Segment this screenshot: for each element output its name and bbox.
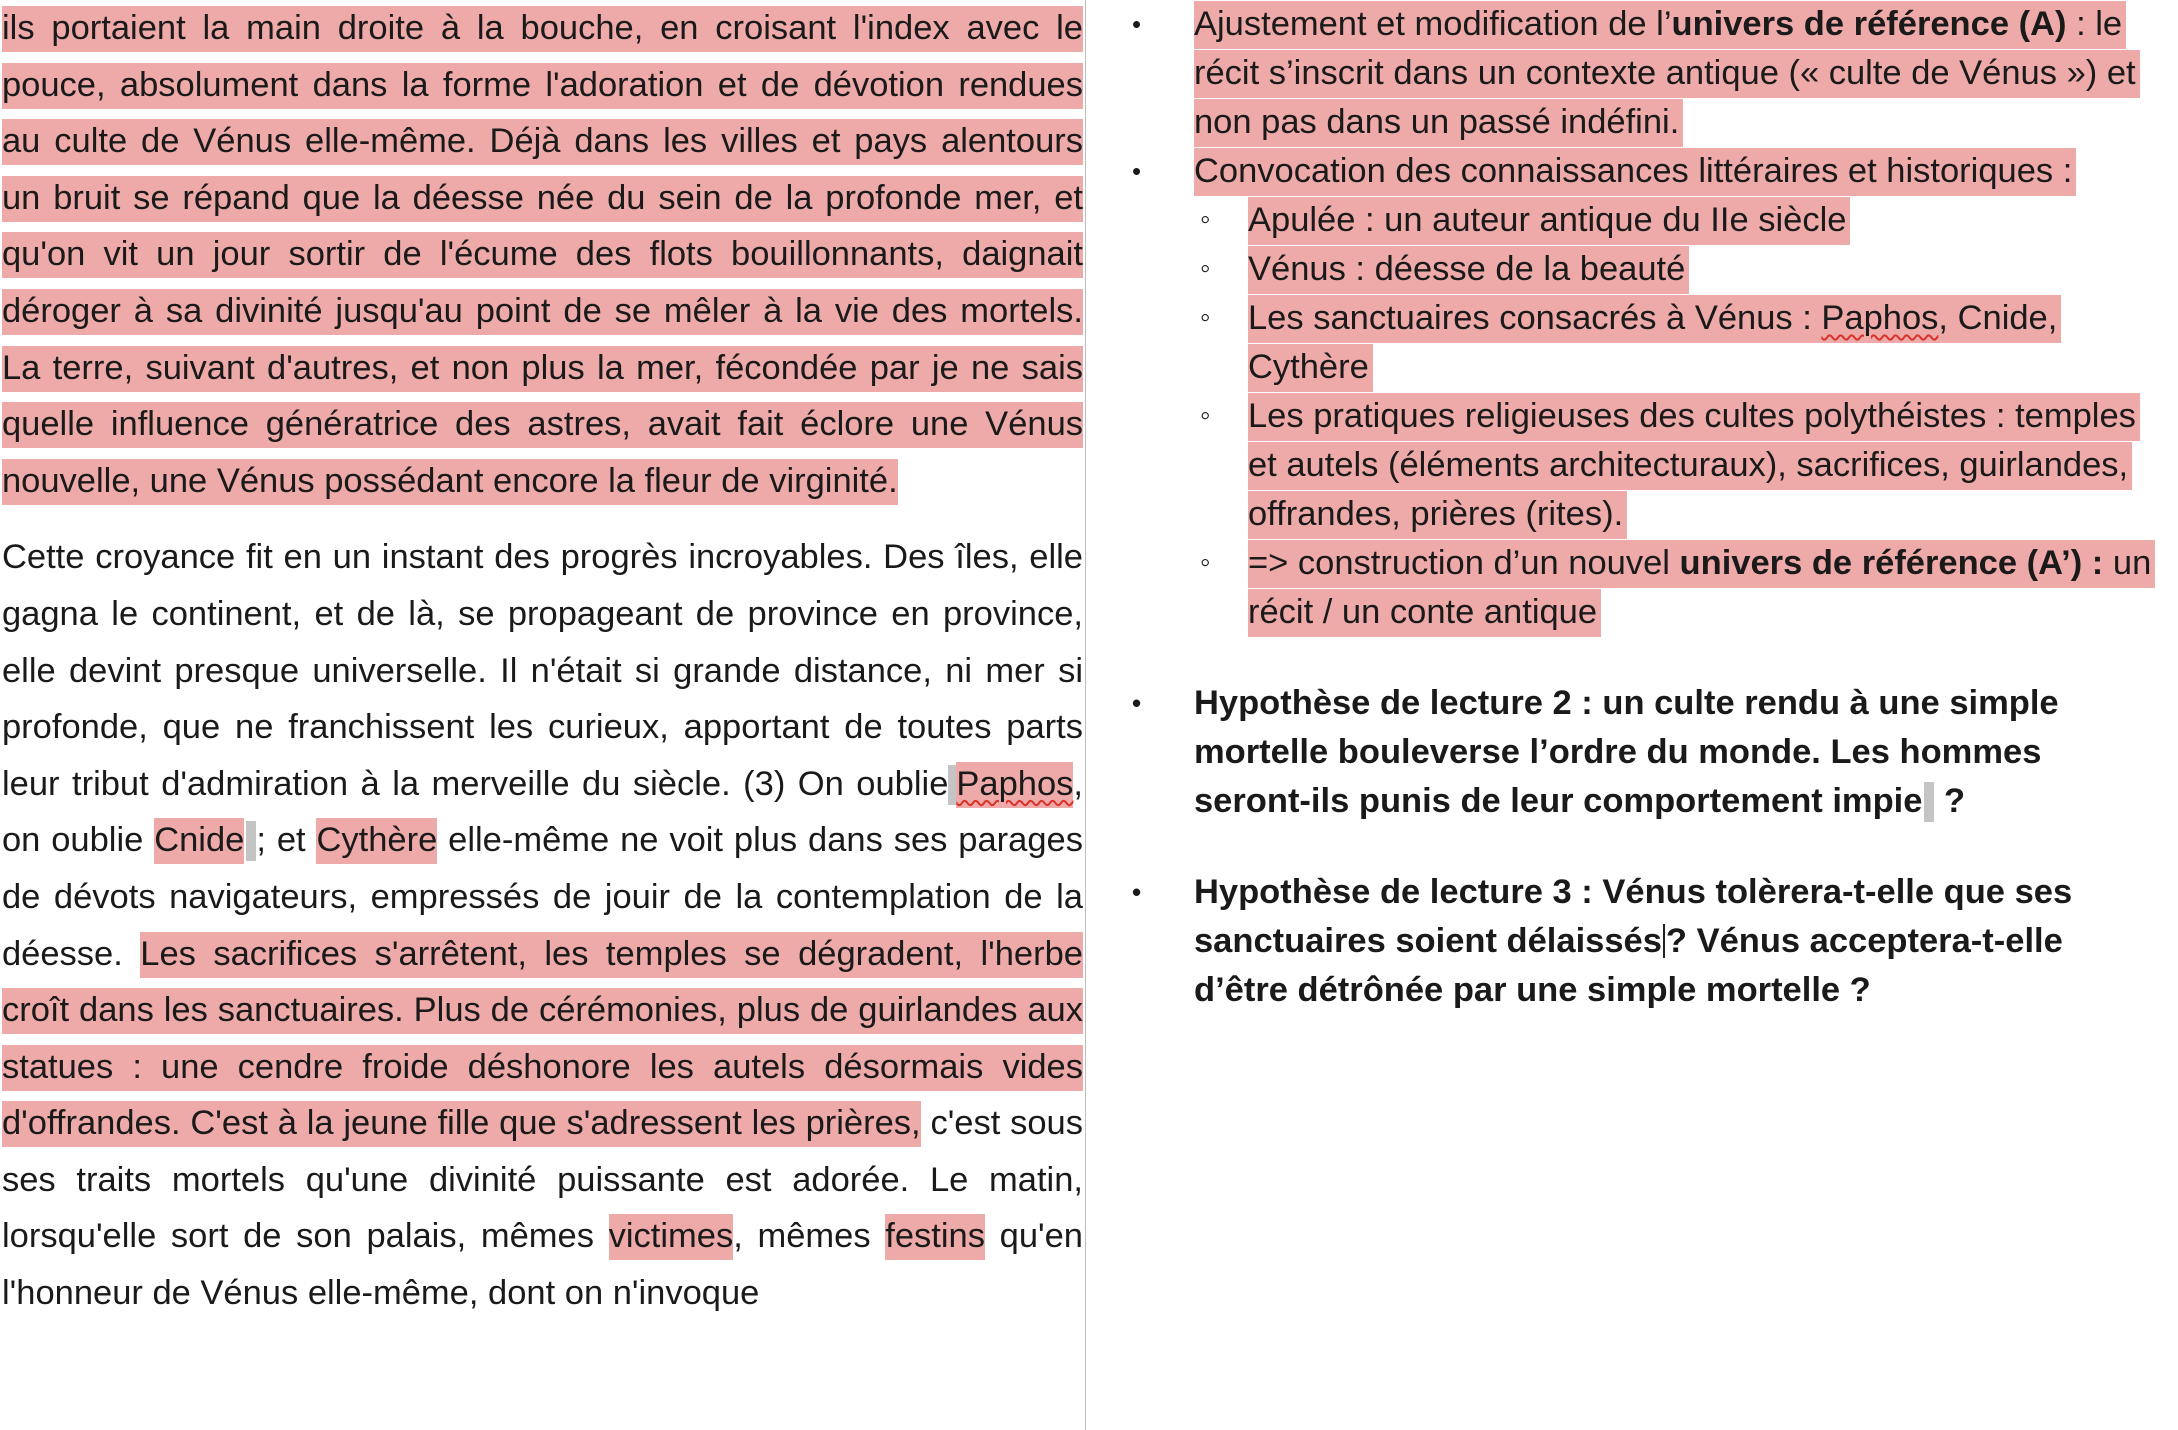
text-segment: , on oublie <box>2 764 1083 860</box>
sub-item-apulee <box>1088 196 2178 245</box>
list-item-univers-reference <box>1088 0 2178 147</box>
hypothesis-text: Hypothèse de lecture 2 : un culte rendu à une simple mortelle bouleverse l’ordre du monde. Les hommes seront-ils punis de leur comportement impie <box>1194 684 2059 820</box>
list-item-connaissances <box>1088 147 2178 196</box>
source-paragraph-2 <box>0 529 1085 1321</box>
sub-item-text-bold: univers de référence (A’) : <box>1679 544 2104 582</box>
sub-item-text-segment: un récit / un conte antique <box>1248 544 2152 631</box>
bullet-icon: • <box>1132 9 1142 39</box>
text-segment: , mêmes <box>733 1217 871 1256</box>
item-text-segment: : le récit s’inscrit dans un contexte antique (« culte de Vénus ») et non pas dans un passé indéfini. <box>1194 5 2136 141</box>
sub-bullet-icon: ◦ <box>1200 399 1211 432</box>
bullet-icon: • <box>1132 156 1142 186</box>
highlight-paphos: Paphos <box>956 762 1073 808</box>
list-item-hypothese-2 <box>1088 679 2178 826</box>
text-segment: Cette croyance fit en un instant des progrès incroyables. Des îles, elle gagna le continent, et de là, se propageant de province en province, elle devint presque universelle. Il n'était si grande distance, ni mer si profonde, que ne franchissent les curieux, apportant de toutes parts leur tribut d'admiration à la merveille du siècle. (3) On oublie <box>2 538 1083 803</box>
text-cursor <box>1663 924 1665 958</box>
sub-item-text-segment: , Cnide, Cythère <box>1248 299 2058 386</box>
highlight-cythere: Cythère <box>316 818 437 864</box>
item-text: Convocation des connaissances littéraires et historiques : <box>1194 148 2076 196</box>
text-segment: elle-même ne voit plus dans ses parages de dévots navigateurs, empressés de jouir de la contemplation de la déesse. <box>2 821 1083 973</box>
selection-marker <box>246 821 256 861</box>
misspelled-word: Paphos <box>1821 299 1939 337</box>
sub-item-text-segment: => construction d’un nouvel <box>1248 544 1680 582</box>
sub-bullet-icon: ◦ <box>1200 301 1211 334</box>
sub-bullet-icon: ◦ <box>1200 546 1211 579</box>
sub-item-text <box>1248 295 2061 392</box>
source-text-column <box>0 0 1086 1430</box>
sub-item-text: Apulée : un auteur antique du IIe siècle <box>1248 197 1850 245</box>
highlight-victimes: victimes <box>609 1214 734 1260</box>
sub-item-construction <box>1088 539 2178 637</box>
text-segment: ; et <box>256 821 306 860</box>
list-item-hypothese-3 <box>1088 868 2178 1015</box>
highlighted-passage-adoration: ils portaient la main droite à la bouche, en croisant l'index avec le pouce, absolument dans la forme l'adoration et de dévotion rendues au culte de Vénus elle-même. Déjà dans les villes et pays alentours un bruit se répand que la déesse née du sein de la profonde mer, et qu'on vit un jour sortir de l'écume des flots bouillonnants, daignait déroger à sa divinité jusqu'au point de se mêler à la vie des mortels. La terre, suivant d'autres, et non plus la mer, fécondée par je ne sais quelle influence génératrice des astres, avait fait éclore une Vénus nouvelle, une Vénus possédant encore la fleur de virginité. <box>2 6 1083 505</box>
sub-item-text: Vénus : déesse de la beauté <box>1248 246 1689 294</box>
bullet-icon: • <box>1132 688 1142 718</box>
highlight-festins: festins <box>885 1214 985 1260</box>
text-segment: c'est sous ses traits mortels qu'une divinité puissante est adorée. Le matin, lorsqu'elle sort de son palais, mêmes <box>2 1104 1083 1256</box>
hypothesis-text: ? Vénus acceptera-t-elle d’être détrônée par une simple mortelle ? <box>1194 922 2063 1009</box>
hypothesis-text-end: ? <box>1934 782 1966 820</box>
sub-item-sanctuaires <box>1088 294 2178 392</box>
analysis-list <box>1088 0 2178 1015</box>
item-text-bold: univers de référence (A) <box>1671 5 2067 43</box>
sub-item-text-segment: Les sanctuaires consacrés à Vénus : <box>1248 299 1812 337</box>
sub-item-text: Les pratiques religieuses des cultes polythéistes : temples et autels (éléments architecturaux), sacrifices, guirlandes, offrandes, prières (rites). <box>1248 393 2140 539</box>
analysis-notes-column <box>1088 0 2178 1430</box>
sub-bullet-icon: ◦ <box>1200 203 1211 236</box>
highlighted-passage-sacrifices: Les sacrifices s'arrêtent, les temples se dégradent, l'herbe croît dans les sanctuaires. Plus de cérémonies, plus de guirlandes aux statues : une cendre froide déshonore les autels désormais vides d'offrandes. C'est à la jeune fille que s'adressent les prières, <box>2 932 1083 1148</box>
item-text-segment: Ajustement et modification de l’ <box>1194 5 1672 43</box>
item-text <box>1194 1 2140 147</box>
bullet-icon: • <box>1132 877 1142 907</box>
sub-item-pratiques <box>1088 392 2178 539</box>
selection-marker <box>1924 782 1934 822</box>
hypothesis-text: Hypothèse de lecture 3 : Vénus tolèrera-t-elle que ses sanctuaires soient délaissés <box>1194 873 2073 960</box>
source-paragraph-1 <box>0 0 1085 509</box>
sub-item-text <box>1248 540 2155 637</box>
text-segment: qu'en l'honneur de Vénus elle-même, dont on n'invoque <box>2 1217 1083 1313</box>
sub-item-venus <box>1088 245 2178 294</box>
sub-bullet-icon: ◦ <box>1200 252 1211 285</box>
highlight-cnide: Cnide <box>154 818 244 864</box>
